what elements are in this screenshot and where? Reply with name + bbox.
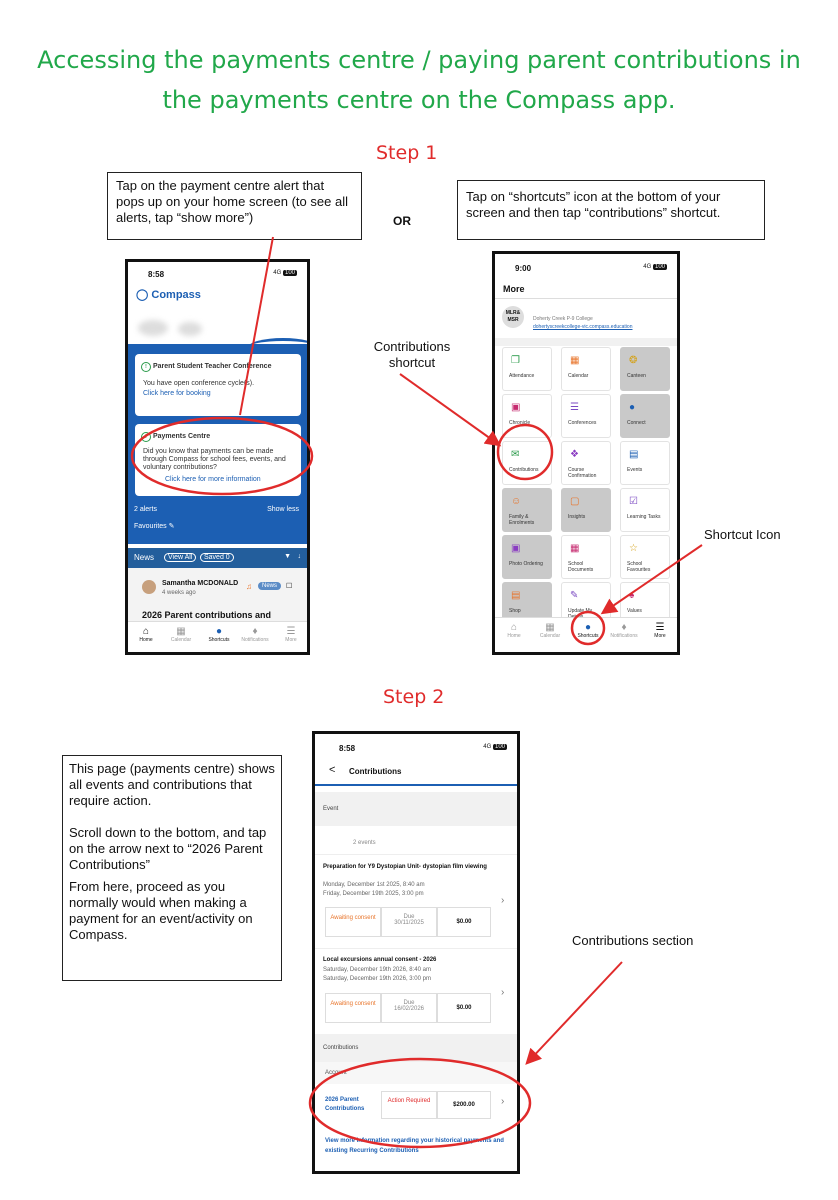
news-badge: News <box>258 582 281 590</box>
battery-icon: 100 <box>494 744 505 750</box>
contributions-shortcut-arrow <box>400 374 498 444</box>
alert-card-text: You have open conference cycle(s). <box>143 380 255 387</box>
course-confirmation-icon: ❖ <box>570 449 579 460</box>
event-title: Local excursions annual consent - 2026 <box>323 957 437 963</box>
calendar-icon: ▦ <box>545 622 555 633</box>
step2-paragraph-2: Scroll down to the bottom, and tap on the arrow next to “2026 Parent Contributions” <box>69 825 267 872</box>
chevron-right-icon[interactable]: › <box>501 987 505 998</box>
event-end: Friday, December 19th 2025, 3:00 pm <box>323 891 424 897</box>
tile-label: Course Confirmation <box>568 467 597 479</box>
news-headline: 2026 Parent contributions and <box>142 610 272 620</box>
tile-label: Canteen <box>627 373 646 379</box>
tile-label: Update My <box>568 608 593 614</box>
canteen-icon: ❂ <box>629 355 638 366</box>
app-name: Compass <box>151 289 201 301</box>
sort-icon[interactable]: ↓ <box>297 553 301 560</box>
alert-icon: ! <box>141 362 151 372</box>
due-label: Due <box>403 1000 415 1006</box>
tile-label: Contributions <box>509 467 539 473</box>
menu-icon: ☰ <box>655 622 665 633</box>
annotation-line <box>240 237 273 415</box>
due-date: 16/02/2026 <box>393 1006 425 1012</box>
compass-logo-icon: ◯ <box>136 289 149 301</box>
instruction-box-right: Tap on “shortcuts” icon at the bottom of your screen and then tap “contributions” shortcut. <box>457 180 765 240</box>
documents-icon: ▦ <box>570 543 580 554</box>
page-title: More <box>503 284 525 294</box>
tile-label: Insights <box>568 514 586 520</box>
alert-icon: ! <box>141 432 151 442</box>
nav-label: Home <box>507 633 521 639</box>
label-contributions-shortcut: Contributions shortcut <box>373 339 451 370</box>
event-start: Saturday, December 19th 2026, 8:40 am <box>323 967 431 973</box>
historical-payments-link[interactable]: View more information regarding your historical payments and existing Recurring Contributions <box>325 1138 504 1154</box>
tile-label: Learning Tasks <box>627 514 661 520</box>
events-count: 2 events <box>353 840 376 846</box>
status-time: 8:58 <box>339 744 356 753</box>
attendance-icon: ❐ <box>511 355 520 366</box>
due-date: 30/11/2025 <box>394 920 424 926</box>
home-icon: ⌂ <box>510 622 518 633</box>
values-icon: ♠ <box>629 590 635 601</box>
camera-icon: ▣ <box>511 543 521 554</box>
signal-label: 4G <box>483 744 492 750</box>
shortcuts-icon: ● <box>584 622 592 633</box>
alert-title-text: Parent Student Teacher Conference <box>152 363 272 370</box>
chevron-right-icon[interactable]: › <box>501 1096 505 1107</box>
tile-label: School Favourites <box>627 561 651 573</box>
edit-icon: ✎ <box>570 590 579 601</box>
battery-icon: 100 <box>654 264 665 270</box>
signal-label: 4G <box>273 270 282 276</box>
bell-icon: ♦ <box>252 626 258 637</box>
contribution-amount: $200.00 <box>437 1091 491 1119</box>
label-shortcut-icon: Shortcut Icon <box>704 527 781 542</box>
status-time: 8:58 <box>148 270 165 279</box>
more-information-link[interactable]: Click here for more information <box>165 476 261 483</box>
bulletin-icon: ♫ <box>246 582 252 591</box>
news-label: News <box>134 553 155 562</box>
title-line-1: Accessing the payments centre / paying parent contributions in <box>37 46 801 74</box>
booking-link[interactable]: Click here for booking <box>143 390 211 397</box>
payments-centre-highlight <box>132 418 312 494</box>
edit-icon: ✎ <box>168 523 175 530</box>
chronicle-icon: ▣ <box>511 402 521 413</box>
step2-paragraph-3: From here, proceed as you normally would when making a payment for an event/activity on Compass. <box>69 879 253 942</box>
account-label: Account <box>325 1070 347 1076</box>
contributions-section-highlight <box>310 1059 530 1147</box>
event-status: Awaiting consent <box>325 907 381 937</box>
page-title: Contributions <box>349 767 402 776</box>
chevron-right-icon[interactable]: › <box>501 895 505 906</box>
step-1-heading: Step 1 <box>376 142 438 164</box>
tile-label: Family & Enrolments <box>509 514 535 526</box>
nav-label: More <box>654 633 666 639</box>
event-title: Preparation for Y9 Dystopian Unit- dystopian film viewing <box>323 864 487 870</box>
back-button[interactable]: < <box>329 764 336 776</box>
saved-filter[interactable]: Saved 0 <box>200 553 234 562</box>
news-date: 4 weeks ago <box>162 590 196 596</box>
tile-label: School Documents <box>568 561 594 573</box>
event-amount: $0.00 <box>437 907 491 937</box>
nav-label: Calendar <box>170 637 192 643</box>
tile-label: Connect <box>627 420 646 426</box>
or-label: OR <box>393 214 411 228</box>
alerts-count: 2 alerts <box>134 506 157 513</box>
school-avatar: MLR& MSR <box>502 306 524 328</box>
contributions-section-arrow <box>528 962 622 1062</box>
instruction-box-left: Tap on the payment centre alert that pops up on your home screen (to see all alerts, tap “show more”) <box>107 172 362 240</box>
contribution-name[interactable]: 2026 Parent Contributions <box>325 1097 365 1112</box>
family-icon: ☺ <box>511 496 522 507</box>
menu-icon: ☰ <box>286 626 296 637</box>
due-label: Due <box>403 914 415 920</box>
cart-icon: ▤ <box>511 590 521 601</box>
step2-paragraph-1: This page (payments centre) shows all events and contributions that require action. <box>69 761 275 808</box>
tile-label: Chronicle <box>509 420 531 426</box>
show-less-link[interactable]: Show less <box>267 506 299 513</box>
learning-tasks-icon: ☑ <box>629 496 638 507</box>
star-icon: ☆ <box>629 543 638 554</box>
status-time: 9:00 <box>515 264 532 273</box>
label-contributions-section: Contributions section <box>572 933 694 948</box>
signal-label: 4G <box>643 264 652 270</box>
contribution-status: Action Required <box>381 1091 437 1119</box>
step-2-heading: Step 2 <box>383 686 445 708</box>
home-icon: ⌂ <box>142 626 150 637</box>
tile-label: Conferences <box>568 420 597 426</box>
tile-label: Attendance <box>509 373 535 379</box>
insights-icon: ▢ <box>570 496 580 507</box>
filter-icon[interactable]: ▼ <box>284 553 291 560</box>
battery-icon: 100 <box>284 270 295 276</box>
contributions-icon: ✉ <box>511 449 520 460</box>
event-status: Awaiting consent <box>325 993 381 1023</box>
alert-card-text: Did you know that payments can be made through Compass for school fees, events, and voluntary contributions? <box>143 448 286 471</box>
nav-label: Notifications <box>610 633 638 639</box>
school-name: Doherty Creek P-9 College <box>533 316 593 322</box>
connect-icon: ● <box>629 402 636 413</box>
nav-label: Calendar <box>539 633 561 639</box>
shortcut-icon-highlight <box>572 612 604 644</box>
tile-label: Photo Ordering <box>509 561 543 567</box>
alert-title-text: Payments Centre <box>152 433 211 440</box>
view-all-filter[interactable]: View All <box>164 553 196 562</box>
event-amount: $0.00 <box>437 993 491 1023</box>
shortcuts-icon: ● <box>215 626 223 637</box>
nav-label: Shortcuts <box>208 637 230 643</box>
tile-label: Events <box>627 467 643 473</box>
nav-label: More <box>285 637 297 643</box>
events-icon: ▤ <box>629 449 639 460</box>
calendar-icon: ▦ <box>176 626 186 637</box>
calendar-icon: ▦ <box>570 355 580 366</box>
conferences-icon: ☰ <box>570 402 579 413</box>
bell-icon: ♦ <box>621 622 627 633</box>
bookmark-icon[interactable]: ☐ <box>286 583 293 590</box>
favourites-text: Favourites <box>134 523 167 530</box>
event-start: Monday, December 1st 2025, 8:40 am <box>323 882 425 888</box>
nav-label: Home <box>139 637 153 643</box>
school-url[interactable]: dohertyscreekcollege-vic.compass.education <box>533 324 633 330</box>
contributions-tile-highlight <box>498 425 552 479</box>
nav-label: Notifications <box>241 637 269 643</box>
title-line-2: the payments centre on the Compass app. <box>162 86 676 114</box>
shortcut-icon-arrow <box>604 545 702 612</box>
nav-label: Shortcuts <box>577 633 599 639</box>
event-section-label: Event <box>323 806 339 812</box>
tile-label: Shop <box>509 608 521 614</box>
event-end: Saturday, December 19th 2026, 3:00 pm <box>323 976 431 982</box>
tile-label: Values <box>627 608 642 614</box>
tile-label: Calendar <box>568 373 589 379</box>
contributions-section-label: Contributions <box>323 1045 359 1051</box>
news-author: Samantha MCDONALD <box>162 580 239 587</box>
